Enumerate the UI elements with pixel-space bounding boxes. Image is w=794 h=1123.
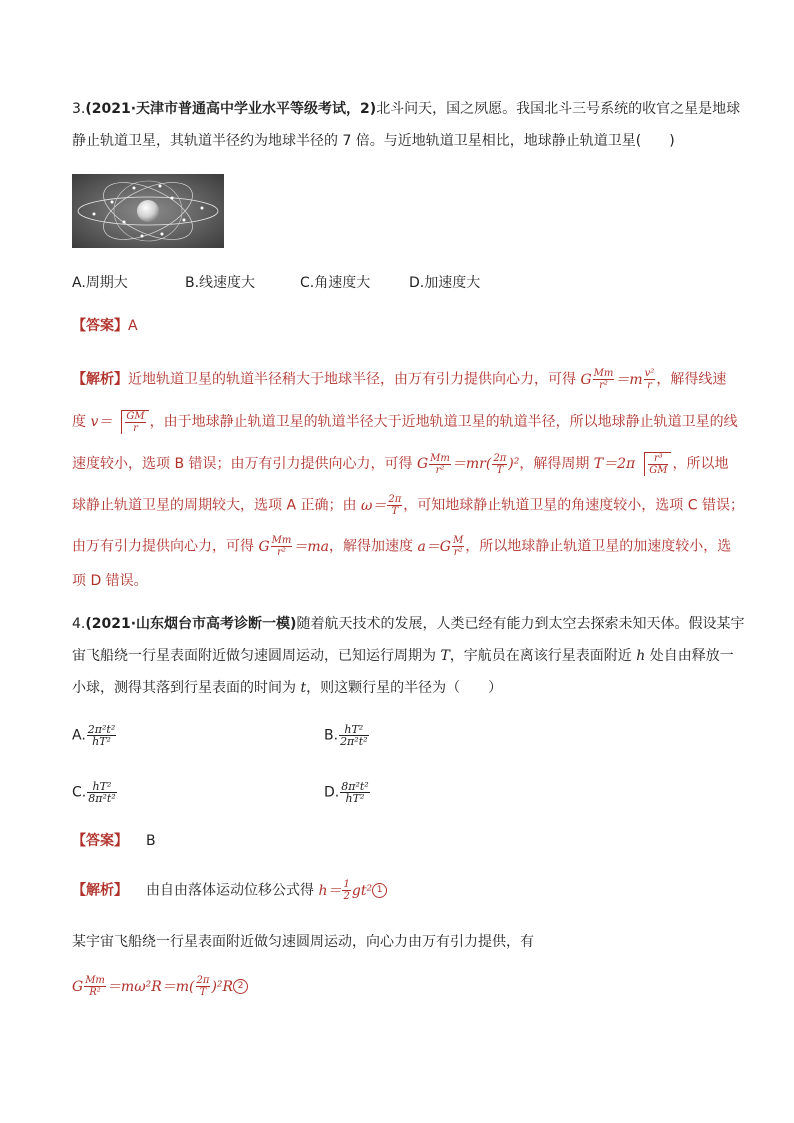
q4-var-height: h [636, 648, 646, 664]
q4-analysis-line1 [72, 879, 387, 902]
q3-option-d: D.加速度大 [409, 275, 481, 291]
q4-stem-line1 [72, 614, 744, 634]
q4-answer [72, 831, 156, 851]
q4-stem-line3 [72, 678, 502, 698]
q3-analysis-text: 近地轨道卫星的轨道半径稍大于地球半径，由万有引力提供向心力，可得 [128, 371, 581, 388]
q3-answer-value: A [128, 318, 138, 334]
q4-stem-text: 处自由释放一 [645, 648, 734, 664]
option-label: D. [324, 784, 340, 801]
q4-analysis-text: 由自由落体运动位移公式得 [146, 882, 319, 899]
option-numerator: hT² [87, 781, 116, 793]
formula-gravity-period: G $\frac{Mm}{\text{r²}}$ ＝mr( $\frac{2\pi}{T}$ )² [416, 452, 520, 476]
satellite-orbit-image [72, 174, 224, 248]
q3-analysis-text: 度 [72, 414, 91, 430]
q3-analysis-text: ，解得线速 [656, 371, 727, 388]
q4-analysis-line2: 某宇宙飞船绕一行星表面附近做匀速圆周运动，向心力由万有引力提供，有 [72, 934, 534, 950]
q3-analysis-text: 速度较小，选项 B 错误；由万有引力提供向心力，可得 [72, 456, 417, 472]
q3-analysis-line5 [72, 535, 731, 558]
q3-analysis-line3 [72, 452, 728, 476]
q3-answer [72, 316, 138, 336]
q3-analysis-line6: 项 D 错误。 [72, 573, 148, 589]
equation-marker-2: 2 [233, 979, 248, 994]
q4-stem-text: 宙飞船绕一行星表面附近做匀速圆周运动，已知运行周期为 [72, 648, 441, 664]
option-denominator: hT² [92, 735, 111, 748]
q4-option-d [324, 781, 371, 804]
q3-stem-text1: 北斗问天，国之夙愿。我国北斗三号系统的收官之星是地球 [376, 101, 741, 117]
formula-acceleration: a＝G $\frac{M}{\text{r²}}$ [417, 535, 464, 558]
formula-centripetal: G $\frac{Mm}{\text{R²}}$ ＝mω²R＝m( $\frac{2\pi}{T}$ )²R [72, 975, 234, 998]
q4-stem-text: ，宇航员在离该行星表面附近 [449, 648, 637, 664]
q3-number: 3. [72, 101, 86, 117]
q4-answer-label: 【答案】 [72, 833, 128, 849]
q3-analysis-text: ，解得加速度 [329, 538, 418, 555]
q3-analysis-text: ，所以地 [672, 456, 729, 472]
q4-source: (2021·山东烟台市高考诊断一模) [85, 616, 297, 632]
equation-marker-1: 1 [372, 883, 387, 898]
q4-stem-text: 小球，测得其落到行星表面的时间为 [72, 680, 301, 696]
q3-option-b: B.线速度大 [185, 275, 256, 291]
q4-option-b [324, 724, 370, 747]
option-numerator: hT² [339, 724, 368, 736]
q3-options [72, 273, 480, 293]
formula-free-fall: h＝ $\frac{1}{2}$ gt² [318, 879, 373, 902]
q3-option-a: A.周期大 [72, 275, 128, 291]
q4-analysis-line3 [72, 975, 248, 998]
q3-option-c: C.角速度大 [300, 275, 371, 291]
q4-stem-line2 [72, 646, 734, 666]
formula-gravity-velocity: G $\frac{Mm}{\text{r²}}$ ＝m $\frac{\text{v²}}{r}$ [580, 368, 655, 391]
q3-analysis-line1 [72, 368, 726, 391]
option-label: C. [72, 784, 87, 801]
q3-analysis-text: 球静止轨道卫星的周期较大，选项 A 正确；由 [72, 497, 361, 514]
q3-answer-label: 【答案】 [72, 318, 128, 334]
q3-analysis-text: ，由于地球静止轨道卫星的轨道半径大于近地轨道卫星的轨道半径，所以地球静止轨道卫星的线 [149, 414, 738, 430]
q3-stem-line1 [72, 99, 740, 119]
q4-var-time: t [300, 680, 307, 696]
q3-analysis-label: 【解析】 [72, 371, 128, 388]
q4-stem-text: ，则这颗行星的半径为（ ） [306, 680, 503, 696]
q4-stem-text1: 随着航天技术的发展，人类已经有能力到太空去探索未知天体。假设某宇 [296, 616, 745, 632]
option-label: B. [324, 727, 339, 744]
option-numerator: 2π²t² [87, 723, 116, 736]
q4-number: 4. [72, 616, 86, 632]
q3-analysis-line2 [72, 410, 738, 434]
q3-analysis-text: ，所以地球静止轨道卫星的加速度较小，选 [465, 538, 732, 555]
option-denominator: hT² [345, 792, 365, 805]
option-denominator: 2π²t² [340, 735, 368, 748]
q4-option-a [72, 724, 117, 747]
option-denominator: 8π²t² [88, 792, 116, 805]
formula-period: T＝2π $\frac{\text{r³}}{GM}$ [594, 456, 673, 472]
q3-analysis-line4 [72, 494, 744, 517]
q3-analysis-text: ，解得周期 [519, 456, 594, 472]
formula-omega: ω＝ $\frac{2\pi}{T}$ [360, 494, 402, 517]
q3-analysis-text: 由万有引力提供向心力，可得 [72, 538, 259, 555]
q3-stem-line2: 静止轨道卫星，其轨道半径约为地球半径的 7 倍。与近地轨道卫星相比，地球静止轨道卫星( ) [72, 133, 675, 149]
q4-var-period: T [440, 648, 450, 664]
formula-velocity: v＝ $\frac{GM}{r}$ [90, 414, 149, 430]
formula-gravity-acceleration: G $\frac{Mm}{\text{r²}}$ ＝ma [258, 535, 329, 558]
q4-analysis-label: 【解析】 [72, 882, 128, 899]
q3-source: (2021·天津市普通高中学业水平等级考试，2) [85, 101, 377, 117]
q4-answer-value: B [146, 833, 156, 849]
q3-analysis-text: ，可知地球静止轨道卫星的角速度较小，选项 C 错误； [403, 497, 744, 514]
option-label: A. [72, 727, 86, 744]
q4-option-c [72, 781, 118, 804]
option-numerator: 8π²t² [341, 780, 369, 793]
